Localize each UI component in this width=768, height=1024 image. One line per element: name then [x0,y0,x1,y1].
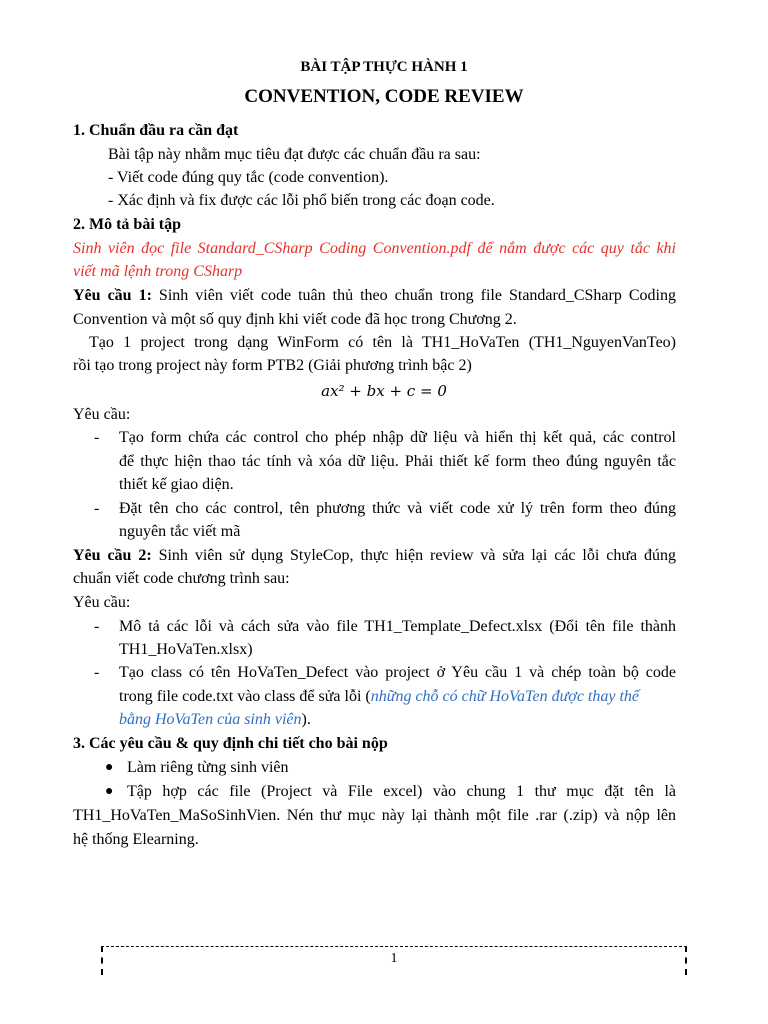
page-number: 1 [390,951,398,966]
requirement1-label: Yêu cầu 1: [73,287,152,304]
doc-title: BÀI TẬP THỰC HÀNH 1 [300,59,468,75]
section2-heading: 2. Mô tả bài tập [73,216,181,233]
yc-a-item2-line2: nguyên tắc viết mã [119,523,241,540]
yc-a-item2-line1: Đặt tên cho các control, tên phương thức và viết code xử lý trên form theo đúng [119,500,676,517]
requirement2-line2: chuẩn viết code chương trình sau: [73,570,290,587]
section1-intro: Bài tập này nhằm mục tiêu đạt được các chuẩn đầu ra sau: [108,146,481,163]
requirement1-text: Sinh viên viết code tuân thủ theo chuẩn trong file Standard_CSharp Coding [151,287,676,304]
yc-b-item2-note: những chỗ có chữ HoVaTen được thay thế [370,688,640,705]
section1-item1: - Viết code đúng quy tắc (code convention). [108,169,389,186]
section3-bullet2-line2: TH1_HoVaTen_MaSoSinhVien. Nén thư mục này lại thành một file .rar (.zip) và nộp lên [73,807,676,824]
yc-b-item1-line1: Mô tả các lỗi và cách sửa vào file TH1_Template_Defect.xlsx (Đổi tên file thành [119,618,676,635]
dash-marker: - [94,618,100,635]
requirement2-label: Yêu cầu 2: [73,547,152,564]
page-footer [101,946,687,975]
doc-subtitle: CONVENTION, CODE REVIEW [244,86,524,107]
section3-bullet2-line1: Tập hợp các file (Project và File excel) vào chung 1 thư mục đặt tên là [127,783,676,800]
section3-bullet2-line3: hệ thống Elearning. [73,831,199,848]
project-line2: rồi tạo trong project này form PTB2 (Giải phương trình bậc 2) [73,357,472,374]
requirement1-line2: Convention và một số quy định khi viết code đã học trong Chương 2. [73,311,517,328]
dash-marker: - [94,500,100,517]
red-note-line2: viết mã lệnh trong CSharp [73,263,243,280]
requirement2-line1 [73,545,676,567]
dash-marker: - [94,429,100,446]
yc-b-item2-line2 [119,686,639,708]
section1-heading: 1. Chuẩn đầu ra cần đạt [73,122,239,139]
yeucau-a-label: Yêu cầu: [73,406,131,423]
yeucau-b-label: Yêu cầu: [73,594,131,611]
requirement1-line1 [73,285,676,307]
yc-b-item2-line1: Tạo class có tên HoVaTen_Defect vào project ở Yêu cầu 1 và chép toàn bộ code [119,664,676,681]
yc-a-item1-line1: Tạo form chứa các control cho phép nhập dữ liệu và hiển thị kết quả, các control [119,429,676,446]
yc-b-item2-line2-text: trong file code.txt vào class để sửa lỗi ( [119,688,371,705]
yc-b-item2-line3-text: ). [301,711,311,728]
yc-b-item2-note-end: bằng HoVaTen của sinh viên [119,711,302,728]
yc-b-item1-line2: TH1_HoVaTen.xlsx) [119,641,253,658]
dash-marker: - [94,664,100,681]
equation: ax² + bx + c = 0 [321,382,447,400]
red-note-line1: Sinh viên đọc file Standard_CSharp Coding Convention.pdf để nắm được các quy tắc khi [73,240,676,257]
project-line1: Tạo 1 project trong dạng WinForm có tên là TH1_HoVaTen (TH1_NguyenVanTeo) [89,334,676,351]
section3-bullet1: Làm riêng từng sinh viên [127,759,289,776]
section1-item2: - Xác định và fix được các lỗi phổ biến trong các đoạn code. [108,192,495,209]
section3-heading: 3. Các yêu cầu & quy định chi tiết cho bài nộp [73,735,388,752]
yc-a-item1-line3: thiết kế giao diện. [119,476,234,493]
yc-a-item1-line2: để thực hiện thao tác tính và xóa dữ liệu. Phải thiết kế form theo đúng nguyên tắc [119,453,676,470]
bullet-icon: ● [105,784,114,799]
bullet-icon: ● [105,760,114,775]
requirement2-text: Sinh viên sử dụng StyleCop, thực hiện review và sửa lại các lỗi chưa đúng [151,547,676,564]
yc-b-item2-line3 [119,709,311,731]
